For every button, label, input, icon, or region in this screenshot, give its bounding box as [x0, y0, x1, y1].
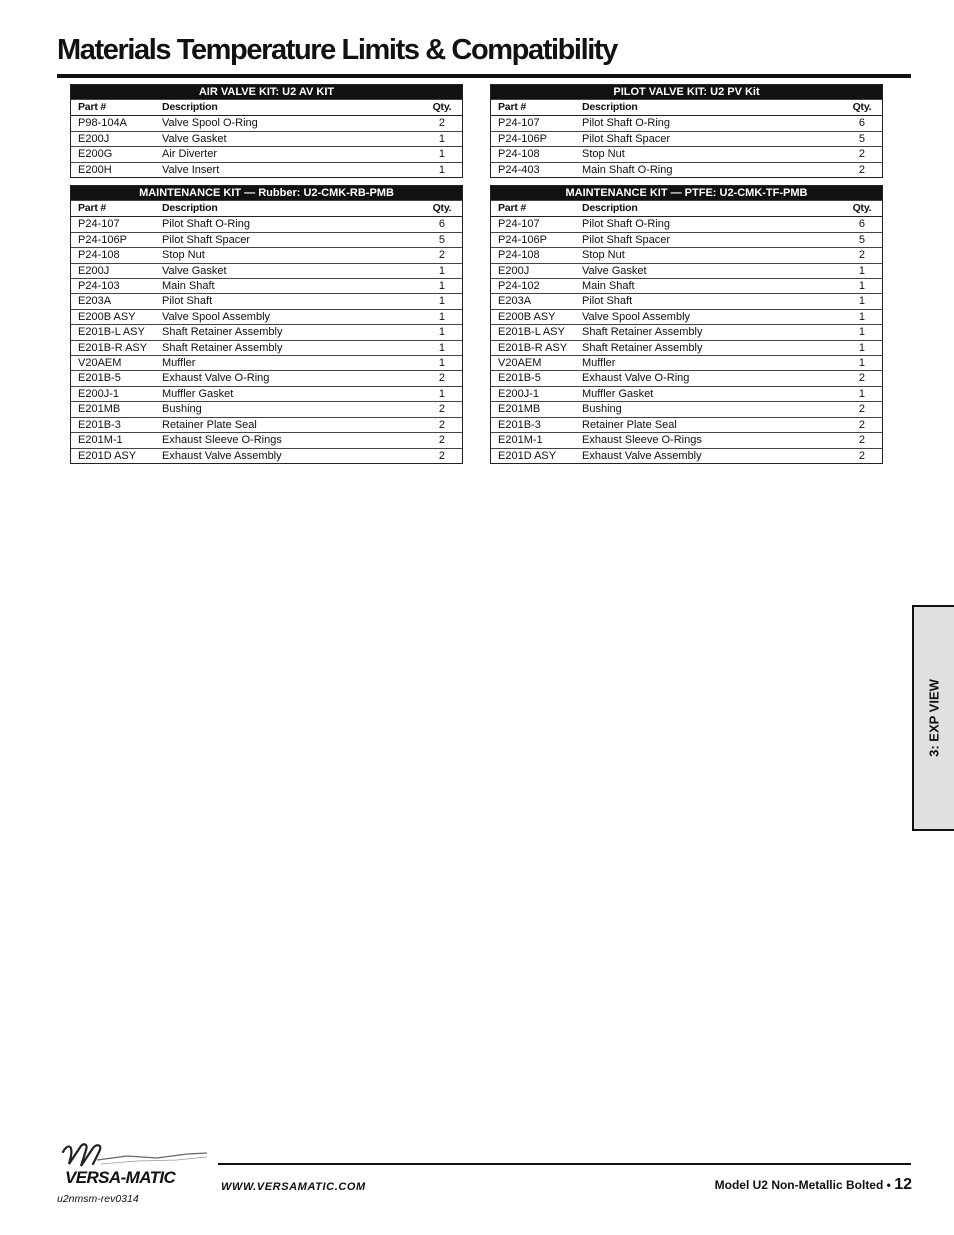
- table-row: [71, 325, 462, 340]
- air-valve-kit-table: [70, 84, 463, 178]
- column-header-part: Part #: [71, 100, 162, 116]
- description-cell: Bushing: [582, 402, 842, 417]
- table-row: [71, 433, 462, 448]
- quantity-cell: 2: [422, 248, 462, 263]
- part-number-cell: P24-106P: [491, 131, 582, 146]
- quantity-cell: 1: [422, 356, 462, 371]
- table-row: [71, 232, 462, 247]
- quantity-cell: 1: [422, 386, 462, 401]
- table-row: [71, 309, 462, 324]
- quantity-cell: 2: [858, 163, 866, 176]
- description-cell: Stop Nut: [582, 147, 842, 162]
- description-cell: Shaft Retainer Assembly: [582, 340, 842, 355]
- quantity-cell: 1: [842, 340, 882, 355]
- description-cell: Pilot Shaft O-Ring: [162, 217, 422, 232]
- description-cell: Exhaust Valve O-Ring: [582, 371, 842, 386]
- quantity-cell: 2: [422, 402, 462, 417]
- section-tab-label: 3: EXP VIEW: [926, 679, 942, 757]
- column-header-description: Description: [162, 201, 422, 217]
- part-number-cell: E201B-5: [491, 371, 582, 386]
- quantity-cell: 1: [842, 294, 882, 309]
- quantity-cell: 1: [842, 386, 882, 401]
- table-row: [71, 371, 462, 386]
- part-number-cell: E200J-1: [491, 386, 582, 401]
- table-row: [491, 294, 882, 309]
- part-number-cell: E200J: [71, 131, 162, 146]
- table-row: [71, 147, 462, 162]
- table-row: [491, 162, 882, 177]
- description-cell: Air Diverter: [162, 147, 422, 162]
- quantity-cell: 2: [842, 433, 882, 448]
- model-name: Model U2 Non-Metallic Bolted •: [714, 1178, 891, 1192]
- table-row: [491, 309, 882, 324]
- quantity-cell: 1: [842, 263, 882, 278]
- description-cell: Valve Gasket: [162, 131, 422, 146]
- website-link[interactable]: WWW.VERSAMATIC.COM: [221, 1181, 366, 1193]
- quantity-cell: 1: [842, 309, 882, 324]
- part-number-cell: P24-107: [491, 116, 582, 131]
- table-row: [491, 356, 882, 371]
- brand-wordmark: VERSA-MATIC: [65, 1168, 176, 1187]
- quantity-cell: 1: [422, 325, 462, 340]
- table-row: [491, 325, 882, 340]
- table-row: [71, 217, 462, 232]
- part-number-cell: E201B-5: [71, 371, 162, 386]
- column-header-qty: Qty.: [422, 100, 462, 116]
- part-number-cell: P24-108: [491, 248, 582, 263]
- part-number-cell: E200J-1: [71, 386, 162, 401]
- part-number-cell: E200H: [78, 163, 112, 176]
- table-row: [71, 263, 462, 278]
- table-row: [491, 279, 882, 294]
- footer-divider: [218, 1163, 911, 1165]
- column-header-part: Part #: [491, 100, 582, 116]
- quantity-cell: 2: [438, 449, 446, 462]
- description-cell: Muffler: [162, 356, 422, 371]
- table-header-row: [71, 201, 462, 217]
- description-cell: Shaft Retainer Assembly: [162, 325, 422, 340]
- part-number-cell: E201MB: [491, 402, 582, 417]
- table-row: [71, 294, 462, 309]
- quantity-cell: 5: [422, 232, 462, 247]
- description-cell: Valve Spool Assembly: [162, 309, 422, 324]
- description-cell: Muffler Gasket: [162, 386, 422, 401]
- table-row: [491, 417, 882, 432]
- quantity-cell: 1: [422, 263, 462, 278]
- quantity-cell: 2: [422, 371, 462, 386]
- kit-title: MAINTENANCE KIT — PTFE: U2-CMK-TF-PMB: [491, 186, 882, 201]
- quantity-cell: 2: [842, 417, 882, 432]
- kit-title: AIR VALVE KIT: U2 AV KIT: [71, 85, 462, 100]
- part-number-cell: E201MB: [71, 402, 162, 417]
- table-row: [71, 116, 462, 131]
- quantity-cell: 2: [422, 417, 462, 432]
- description-cell: Muffler: [582, 356, 842, 371]
- quantity-cell: 1: [422, 340, 462, 355]
- description-cell: Main Shaft: [582, 279, 842, 294]
- quantity-cell: 6: [842, 116, 882, 131]
- table-row: [491, 147, 882, 162]
- description-cell: Stop Nut: [582, 248, 842, 263]
- maintenance-kit-ptfe-table: [490, 185, 883, 464]
- part-number-cell: E200G: [71, 147, 162, 162]
- part-number-cell: V20AEM: [491, 356, 582, 371]
- description-cell: Shaft Retainer Assembly: [582, 325, 842, 340]
- table-row: [71, 162, 462, 177]
- title-divider: [57, 74, 911, 78]
- page-title: Materials Temperature Limits & Compatibility: [57, 34, 617, 66]
- table-row: [71, 131, 462, 146]
- description-cell: Exhaust Valve O-Ring: [162, 371, 422, 386]
- description-cell: Exhaust Valve Assembly: [162, 449, 282, 462]
- table-row: [491, 386, 882, 401]
- column-header-description: Description: [582, 100, 842, 116]
- description-cell: Valve Spool Assembly: [582, 309, 842, 324]
- quantity-cell: 1: [438, 163, 446, 176]
- quantity-cell: 1: [422, 294, 462, 309]
- description-cell: Muffler Gasket: [582, 386, 842, 401]
- part-number-cell: E201B-L ASY: [491, 325, 582, 340]
- column-header-description: Description: [582, 201, 842, 217]
- table-row: [491, 131, 882, 146]
- part-number-cell: E201B-R ASY: [491, 340, 582, 355]
- description-cell: Main Shaft: [162, 279, 422, 294]
- table-row: [71, 417, 462, 432]
- table-row: [71, 340, 462, 355]
- quantity-cell: 2: [842, 147, 882, 162]
- quantity-cell: 2: [842, 402, 882, 417]
- part-number-cell: P98-104A: [71, 116, 162, 131]
- part-number-cell: E203A: [71, 294, 162, 309]
- quantity-cell: 2: [842, 371, 882, 386]
- part-number-cell: P24-108: [71, 248, 162, 263]
- part-number-cell: P24-107: [491, 217, 582, 232]
- quantity-cell: 2: [858, 449, 866, 462]
- footer-model-label: [715, 1176, 912, 1194]
- table-row: [491, 116, 882, 131]
- description-cell: Pilot Shaft Spacer: [582, 131, 842, 146]
- description-cell: Pilot Shaft: [162, 294, 422, 309]
- quantity-cell: 1: [422, 279, 462, 294]
- table-row: [491, 217, 882, 232]
- column-header-qty: Qty.: [422, 201, 462, 217]
- description-cell: Valve Gasket: [582, 263, 842, 278]
- description-cell: Pilot Shaft O-Ring: [582, 217, 842, 232]
- description-cell: Valve Insert: [162, 163, 220, 176]
- description-cell: Retainer Plate Seal: [582, 417, 842, 432]
- quantity-cell: 2: [422, 116, 462, 131]
- part-number-cell: P24-106P: [491, 232, 582, 247]
- kit-table: [71, 186, 462, 463]
- kit-table: [491, 85, 882, 177]
- table-header-row: [71, 100, 462, 116]
- part-number-cell: E200J: [491, 263, 582, 278]
- part-number-cell: P24-108: [491, 147, 582, 162]
- column-header-part: Part #: [71, 201, 162, 217]
- column-header-qty: Qty.: [842, 100, 882, 116]
- quantity-cell: 1: [422, 131, 462, 146]
- table-row: [71, 386, 462, 401]
- table-header-row: [491, 100, 882, 116]
- kit-table: [491, 186, 882, 463]
- pilot-valve-kit-table: [490, 84, 883, 178]
- description-cell: Exhaust Sleeve O-Rings: [582, 433, 842, 448]
- part-number-cell: E201B-L ASY: [71, 325, 162, 340]
- table-row: [71, 356, 462, 371]
- part-number-cell: V20AEM: [71, 356, 162, 371]
- table-row: [491, 340, 882, 355]
- part-number-cell: E201B-3: [71, 417, 162, 432]
- part-number-cell: E201B-R ASY: [71, 340, 162, 355]
- description-cell: Main Shaft O-Ring: [582, 163, 673, 176]
- part-number-cell: E200J: [71, 263, 162, 278]
- quantity-cell: 2: [422, 433, 462, 448]
- description-cell: Pilot Shaft: [582, 294, 842, 309]
- column-header-description: Description: [162, 100, 422, 116]
- quantity-cell: 5: [842, 232, 882, 247]
- description-cell: Pilot Shaft O-Ring: [582, 116, 842, 131]
- part-number-cell: P24-403: [498, 163, 540, 176]
- description-cell: Pilot Shaft Spacer: [582, 232, 842, 247]
- quantity-cell: 1: [842, 279, 882, 294]
- part-number-cell: E201B-3: [491, 417, 582, 432]
- quantity-cell: 1: [422, 309, 462, 324]
- kit-title: PILOT VALVE KIT: U2 PV Kit: [491, 85, 882, 100]
- quantity-cell: 2: [842, 248, 882, 263]
- part-number-cell: E200B ASY: [71, 309, 162, 324]
- maintenance-kit-rubber-table: [70, 185, 463, 464]
- table-row: [491, 263, 882, 278]
- table-row: [491, 371, 882, 386]
- part-number-cell: E203A: [491, 294, 582, 309]
- table-row: [71, 402, 462, 417]
- description-cell: Bushing: [162, 402, 422, 417]
- quantity-cell: 5: [842, 131, 882, 146]
- table-header-row: [491, 201, 882, 217]
- part-number-cell: P24-103: [71, 279, 162, 294]
- column-header-part: Part #: [491, 201, 582, 217]
- quantity-cell: 1: [842, 356, 882, 371]
- table-row: [491, 248, 882, 263]
- column-header-qty: Qty.: [842, 201, 882, 217]
- part-number-cell: E201M-1: [491, 433, 582, 448]
- part-number-cell: P24-102: [491, 279, 582, 294]
- part-number-cell: E201D ASY: [78, 449, 137, 462]
- document-code: u2nmsm-rev0314: [57, 1193, 139, 1205]
- part-number-cell: E200B ASY: [491, 309, 582, 324]
- description-cell: Pilot Shaft Spacer: [162, 232, 422, 247]
- table-row: [71, 248, 462, 263]
- description-cell: Stop Nut: [162, 248, 422, 263]
- table-row: [71, 279, 462, 294]
- description-cell: Exhaust Sleeve O-Rings: [162, 433, 422, 448]
- part-number-cell: P24-106P: [71, 232, 162, 247]
- description-cell: Shaft Retainer Assembly: [162, 340, 422, 355]
- table-row: [491, 448, 882, 463]
- table-row: [491, 232, 882, 247]
- quantity-cell: 1: [422, 147, 462, 162]
- description-cell: Exhaust Valve Assembly: [582, 449, 702, 462]
- table-row: [491, 402, 882, 417]
- quantity-cell: 6: [422, 217, 462, 232]
- page-number: 12: [894, 1176, 912, 1193]
- table-row: [71, 448, 462, 463]
- section-tab[interactable]: [912, 605, 954, 831]
- quantity-cell: 1: [842, 325, 882, 340]
- quantity-cell: 6: [842, 217, 882, 232]
- part-number-cell: E201D ASY: [498, 449, 557, 462]
- description-cell: Valve Spool O-Ring: [162, 116, 422, 131]
- kit-title: MAINTENANCE KIT — Rubber: U2-CMK-RB-PMB: [71, 186, 462, 201]
- description-cell: Retainer Plate Seal: [162, 417, 422, 432]
- description-cell: Valve Gasket: [162, 263, 422, 278]
- kit-table: [71, 85, 462, 177]
- table-row: [491, 433, 882, 448]
- part-number-cell: E201M-1: [71, 433, 162, 448]
- part-number-cell: P24-107: [71, 217, 162, 232]
